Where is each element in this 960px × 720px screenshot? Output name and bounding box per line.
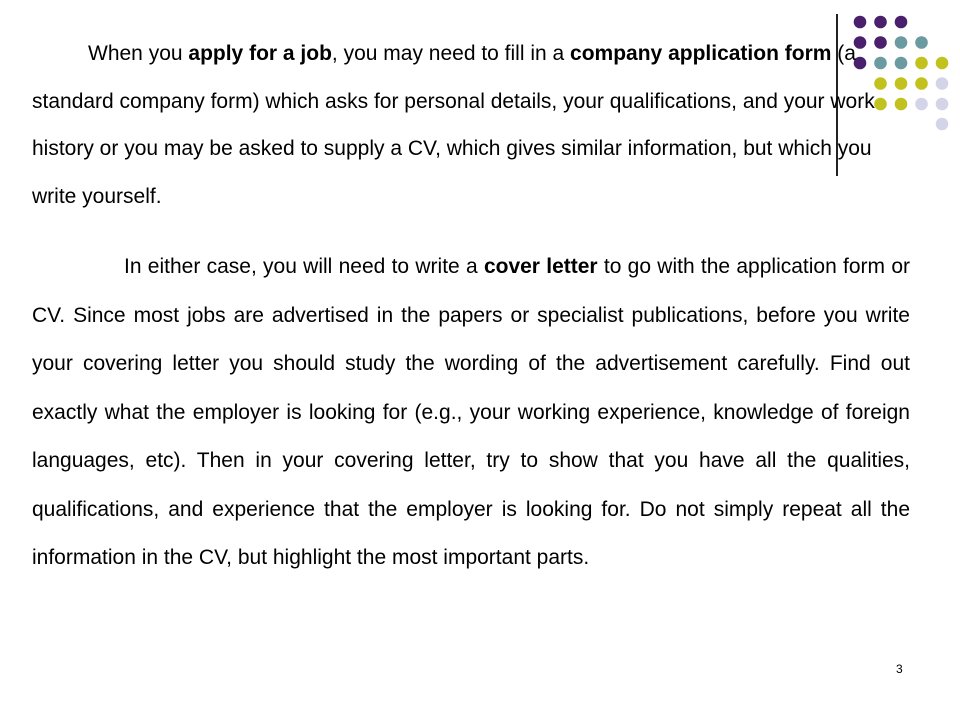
decorative-dot [915, 98, 928, 111]
paragraph-1-bold-apply-for-job: apply for a job [188, 42, 332, 65]
decorative-dot [895, 16, 908, 29]
paragraph-1-text-2: , you may need to fill in a [331, 42, 571, 65]
decorative-dot [936, 98, 949, 111]
paragraph-2-bold-cover-letter: cover letter [483, 255, 598, 278]
decorative-dot [874, 16, 887, 29]
decorative-dot [936, 77, 949, 90]
page-number: 3 [896, 662, 903, 676]
paragraph-1-text-1: When you [88, 42, 189, 65]
decorative-dot [936, 57, 949, 70]
decorative-dot [915, 77, 928, 90]
paragraph-1 [32, 30, 912, 220]
paragraph-1-bold-company-application-form: company application form [570, 42, 832, 65]
paragraph-2 [32, 243, 910, 583]
decorative-dot [936, 118, 949, 131]
paragraph-1-text-3: (a standard company form) which asks for personal details, your qualifications, and your work history or you may be asked to supply a CV, which gives similar information, but which you write yourself. [32, 42, 875, 208]
paragraph-2-text-2: to go with the application form or CV. Since most jobs are advertised in the papers or specialist publications, before you write your covering letter you should study the wording of the advertisement carefully. Find out exactly what the employer is looking for (e.g., your working experience, knowledge of foreign languages, etc). Then in your covering letter, try to show that you have all the qualities, qualifications, and experience that the employer is looking for. Do not simply repeat all the information in the CV, but highlight the most important parts. [32, 255, 910, 569]
decorative-dot [915, 57, 928, 70]
decorative-dot [915, 36, 928, 49]
decorative-dot [854, 16, 867, 29]
paragraph-2-text-1: In either case, you will need to write a [124, 255, 484, 278]
